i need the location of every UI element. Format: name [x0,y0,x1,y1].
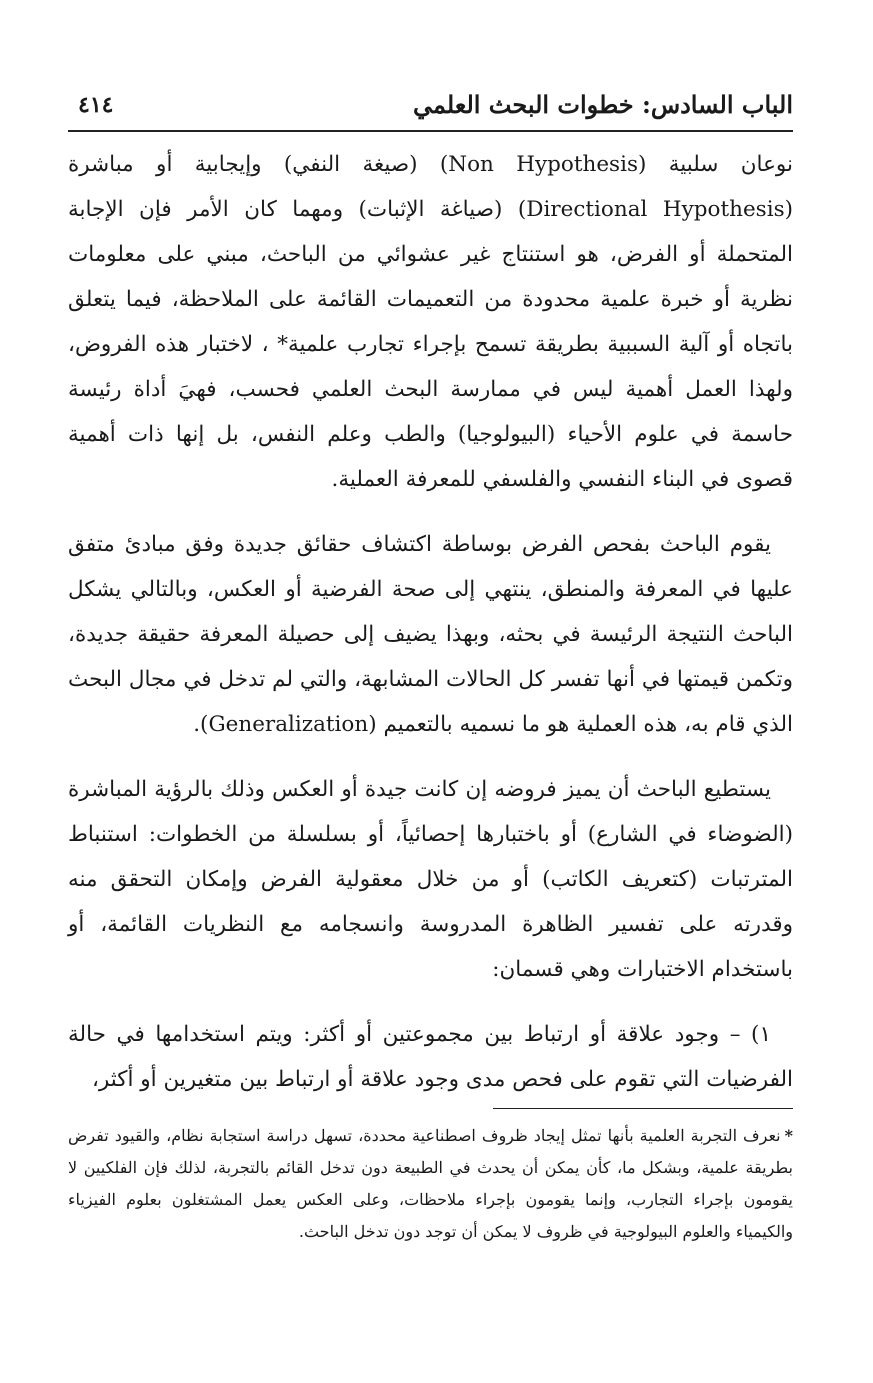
paragraph-3: يستطيع الباحث أن يميز فروضه إن كانت جيدة أو العكس وذلك بالرؤية المباشرة (الضوضاء في الشارع) أو باختبارها إحصائياً، أو بسلسلة من الخطوات: استنباط المترتبات (كتعريف الكاتب) أو من خلال معقولية الفرض وإمكان التحقق منه وقدرته على تفسير الظاهرة المدروسة وانسجامه مع النظريات القائمة، أو باستخدام الاختبارات وهي قسمان: [68,777,793,982]
footnote-marker: * [784,1126,793,1145]
paragraph-2: يقوم الباحث بفحص الفرض بوساطة اكتشاف حقائق جديدة وفق مبادئ متفق عليها في المعرفة والمنطق، ينتهي إلى صحة الفرضية أو العكس، وبالتالي يشكل الباحث النتيجة الرئيسة في بحثه، وبهذا يضيف إلى حصيلة المعرفة حقيقة جديدة، وتكمن قيمتها في أنها تفسر كل الحالات المشابهة، والتي لم تدخل في مجال البحث الذي قام به، هذه العملية هو ما نسميه بالتعميم (Generalization). [68,532,793,737]
paragraph-1: نوعان سلبية (Non Hypothesis) (صيغة النفي) وإيجابية أو مباشرة (Directional Hypothesis) (صياغة الإثبات) ومهما كان الأمر فإن الإجابة المتحملة أو الفرض، هو استنتاج غير عشوائي من الباحث، مبني على معلومات نظرية أو خبرة علمية محدودة من التعميمات القائمة على الملاحظة، فيما يتعلق باتجاه أو آلية السببية بطريقة تسمح بإجراء تجارب علمية* ، لاختبار هذه الفروض، ولهذا العمل أهمية ليس في ممارسة البحث العلمي فحسب، فهيَ أداة رئيسة حاسمة في علوم الأحياء (البيولوجيا) والطب وعلم النفس، بل إنها ذات أهمية قصوى في البناء النفسي والفلسفي للمعرفة العملية. [68,152,794,492]
header-divider [68,130,793,132]
paragraph-4: ١) – وجود علاقة أو ارتباط بين مجموعتين أو أكثر: ويتم استخدامها في حالة الفرضيات التي تقوم على فحص مدى وجود علاقة أو ارتباط بين متغيرين أو أكثر، [68,1022,793,1092]
page-number: ٤١٤ [78,92,114,118]
footnote-text: نعرف التجربة العلمية بأنها تمثل إيجاد ظروف اصطناعية محددة، تسهل دراسة استجابة نظام، والقيود تفرض بطريقة علمية، وبشكل ما، كأن يمكن أن يحدث في الطبيعة دون تدخل القائم بالتجربة، لذلك فإن الفلكيين لا يقومون بإجراء التجارب، وإنما يقومون بإجراء ملاحظات، وعلى العكس يعمل المشتغلون بعلوم الفيزياء والكيمياء والعلوم البيولوجية في ظروف لا يمكن أن توجد دون تدخل الباحث. [68,1126,793,1241]
body-text [68,142,793,1102]
running-header [68,86,793,126]
chapter-title: الباب السادس: خطوات البحث العلمي [413,90,793,119]
footnote-divider [493,1108,793,1109]
footnote [68,1120,793,1248]
